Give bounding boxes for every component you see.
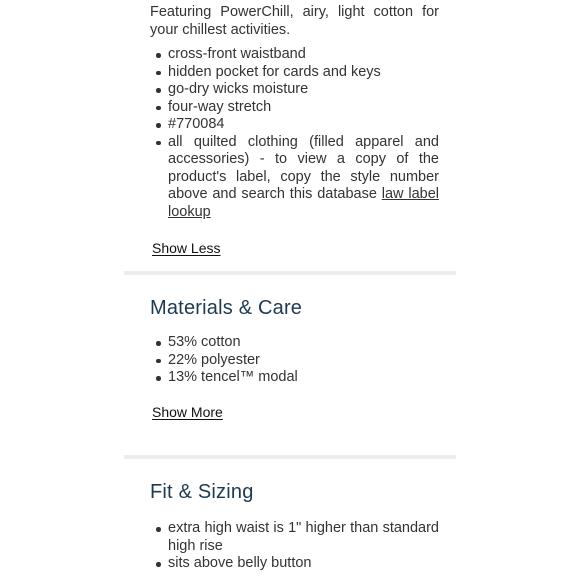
show-more-button[interactable]: Show More — [152, 403, 223, 420]
list-item-label-info — [150, 134, 439, 222]
product-details — [124, 0, 456, 258]
materials-list — [150, 334, 439, 387]
list-item: 22% polyester — [150, 352, 439, 370]
materials-care-section — [124, 297, 456, 422]
law-label-lookup-link[interactable]: law label lookup — [168, 186, 440, 220]
list-item: 13% tencel™ modal — [150, 369, 439, 387]
fit-list — [150, 520, 439, 573]
show-less-button[interactable]: Show Less — [152, 240, 221, 256]
list-item: cross-front waistband — [150, 46, 439, 64]
list-item: go-dry wicks moisture — [150, 81, 439, 99]
list-item: extra high waist is 1" higher than standard high rise — [150, 520, 439, 555]
list-item: hidden pocket for cards and keys — [150, 64, 439, 82]
fit-sizing-section — [124, 481, 456, 573]
fit-sizing-heading: Fit & Sizing — [150, 481, 254, 503]
list-item: 53% cotton — [150, 334, 439, 352]
feature-list — [150, 46, 439, 221]
list-item-style-number: #770084 — [150, 116, 439, 134]
section-divider — [124, 271, 456, 275]
list-item: four-way stretch — [150, 99, 439, 117]
product-description: Featuring PowerChill, airy, light cotton for your chillest activities. — [150, 4, 439, 38]
section-divider — [124, 455, 456, 459]
label-info-text: all quilted clothing (filled apparel and accessories) - to view a copy of the product's label, copy the style number above and search this database — [168, 133, 439, 202]
list-item: sits above belly button — [150, 555, 439, 573]
materials-care-heading: Materials & Care — [150, 297, 303, 319]
